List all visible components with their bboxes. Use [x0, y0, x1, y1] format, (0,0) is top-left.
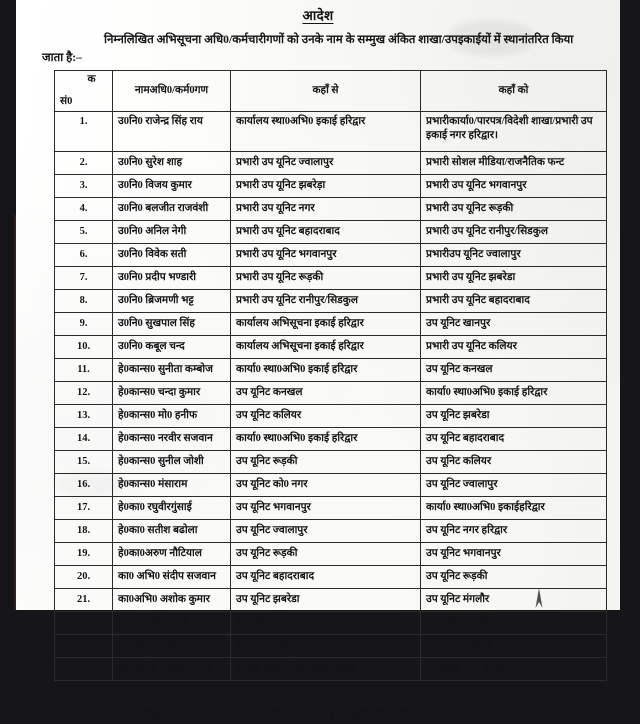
cell-officer-name: उ0नि0 विवेक सती [113, 243, 231, 266]
cell-transfer-to: उप यूनिट कलियर [421, 450, 607, 473]
footer-note: उक्तरोक्त समस्त अधि0/कर्म0 गण तत्काल नवनियुक्ति पर रवाना होना सुनिश्चित करें। [62, 707, 413, 722]
cell-transfer-to: कार्या0 स्था0अभि0 इकाई हरिद्वार [421, 381, 607, 404]
cell-officer-name: हे0कान्स0 मो0 हनीफ [113, 404, 231, 427]
cell-serial-number: 12. [55, 381, 113, 404]
cell-transfer-to: प्रभारी उप यूनिट बहादराबाद [421, 289, 607, 312]
cell-serial-number: 2. [55, 151, 113, 174]
cell-serial-number: 14. [55, 427, 113, 450]
intro-paragraph-tail: जाता है:– [42, 50, 82, 64]
cell-officer-name: का0 अभि0 संदीप सजवान [113, 565, 231, 588]
table-header [55, 70, 607, 111]
table-row [55, 519, 607, 542]
cell-transfer-from: उप यूनिट कलियर [231, 404, 421, 427]
cell-transfer-from: कार्यालय अभिसूचना इकाई हरिद्वार [231, 335, 421, 358]
cell-serial-number: 19. [55, 542, 113, 565]
cell-officer-name: हे0कान्स0 चन्दा कुमार [113, 381, 231, 404]
column-header-name: नामअधि0/कर्म0गण [113, 70, 231, 111]
table-body [55, 111, 607, 680]
cell-transfer-from: प्रभारी उप यूनिट रानीपुर/सिडकुल [231, 289, 421, 312]
cell-transfer-from: कार्यालय स्था0अभि0 इकाई हरिद्वार [231, 111, 421, 151]
cell-transfer-to: उप यूनिट रूड़की [421, 565, 607, 588]
cell-transfer-from: उप यूनिट रूड़की [231, 542, 421, 565]
cell-transfer-to: उप यूनिट खानपुर [421, 634, 607, 657]
cell-officer-name: उ0नि0 कबूल चन्द [113, 335, 231, 358]
table-row [55, 450, 607, 473]
cell-serial-number: 5. [55, 220, 113, 243]
table-row [55, 335, 607, 358]
intro-paragraph: निम्नलिखित अभिसूचना अधि0/कर्मचारीगणों को उनके नाम के सम्मुख अंकित शाखा/उपइकाईयों में स्थानांतरित किया [104, 33, 574, 46]
cell-serial-number: 9. [55, 312, 113, 335]
cell-serial-number: 15. [55, 450, 113, 473]
cell-officer-name: हे0का0 सतीश बढोला [113, 519, 231, 542]
table-row [55, 243, 607, 266]
table-row [55, 588, 607, 611]
cell-officer-name: का0अभि0 रमेशकुमार [113, 634, 231, 657]
cell-transfer-to: प्रभारीकार्या0/पारपत्र/विदेशी शाखा/प्रभारी उप इकाई नगर हरिद्वार। [421, 111, 607, 151]
cell-transfer-from: प्रभारी उप यूनिट रूड़की [231, 266, 421, 289]
cell-transfer-to: प्रभारी उप यूनिट झबरेडा [421, 266, 607, 289]
cell-officer-name: हे0कान्स0 सुनील जोशी [113, 450, 231, 473]
table-row [55, 358, 607, 381]
transfer-table [54, 70, 607, 681]
cell-officer-name: हे0का0अरुण नौटियाल [113, 542, 231, 565]
cell-transfer-from: प्रभारी उप यूनिट ज्वालापुर [231, 151, 421, 174]
table-row [55, 611, 607, 634]
cell-serial-number: 11. [55, 358, 113, 381]
cell-transfer-to: उप यूनिट ज्वालापुर [421, 473, 607, 496]
cell-officer-name: हे0का0 रघुवीरगुंसाई [113, 496, 231, 519]
cell-transfer-to: कार्या0 स्था0अभि0 इकाईहरिद्वार [421, 496, 607, 519]
cell-transfer-to: उप यूनिट मंगलौर [421, 588, 607, 611]
cell-serial-number: 3. [55, 174, 113, 197]
cell-serial-number: 18. [55, 519, 113, 542]
cell-transfer-from: उप यूनिट मंगलौर [231, 611, 421, 634]
cell-transfer-from: कार्या0 स्था0अभि0 इकाई हरिद्वार [231, 427, 421, 450]
table-row [55, 496, 607, 519]
table-row [55, 634, 607, 657]
cell-transfer-to: प्रभारीउप यूनिट ज्वालापुर [421, 243, 607, 266]
cell-transfer-to: उप यूनिट बहादराबाद [421, 427, 607, 450]
cell-officer-name: उ0नि0 विजय कुमार [113, 174, 231, 197]
cell-transfer-to: उप यूनिट खानपुर [421, 312, 607, 335]
column-header-serial-line2: सं0 [60, 95, 73, 107]
transfer-table-wrapper [54, 70, 604, 681]
table-row [55, 174, 607, 197]
cell-transfer-from: कार्या0 स्था0अभि0 इकाई हरिद्वार [231, 657, 421, 680]
table-row [55, 565, 607, 588]
cell-serial-number: 4. [55, 197, 113, 220]
cell-officer-name: का0अभि0 अशोक ममगई [113, 657, 231, 680]
cell-transfer-from: कार्या0 स्था0अभि0 इकाई हरिद्वार [231, 358, 421, 381]
table-row [55, 111, 607, 151]
cell-officer-name: हे0कान्स0 नरवीर सजवान [113, 427, 231, 450]
cell-transfer-from: उप यूनिट झबरेडा [231, 588, 421, 611]
table-row [55, 427, 607, 450]
cell-transfer-to: प्रभारी उप यूनिट कलियर [421, 335, 607, 358]
cell-officer-name: उ0नि0 राजेन्द्र सिंह राय [113, 111, 231, 151]
cell-transfer-to: उप यूनिट रूड़की [421, 611, 607, 634]
table-row [55, 220, 607, 243]
table-row [55, 151, 607, 174]
column-header-from: कहाँ से [231, 70, 421, 111]
table-row [55, 542, 607, 565]
document-page [16, 0, 620, 722]
cell-officer-name: का0अभि0 अशोक कुमार [113, 588, 231, 611]
page-title: आदेश [302, 8, 334, 23]
table-header-row [55, 70, 607, 111]
cell-transfer-from: उप यूनिट ज्वालापुर [231, 519, 421, 542]
cell-serial-number: 22. [55, 611, 113, 634]
cell-officer-name: उ0नि0 सुरेश शाह [113, 151, 231, 174]
table-row [55, 312, 607, 335]
cell-serial-number: 24. [55, 657, 113, 680]
cell-transfer-to: प्रभारी उप यूनिट भगवानपुर [421, 174, 607, 197]
cell-serial-number: 23. [55, 634, 113, 657]
cell-serial-number: 8. [55, 289, 113, 312]
cell-transfer-to: उप यूनिट नगर हरिद्वार [421, 519, 607, 542]
cell-officer-name: उ0नि0 प्रदीप भण्डारी [113, 266, 231, 289]
cell-transfer-from: उप यूनिट को0 नगर [231, 473, 421, 496]
column-header-serial-number [55, 70, 113, 111]
cell-serial-number: 10. [55, 335, 113, 358]
cell-officer-name: उ0नि0 अनिल नेगी [113, 220, 231, 243]
column-header-serial-line1: क [87, 73, 96, 85]
cell-officer-name: हे0कान्स0 सुनीता कम्बोज [113, 358, 231, 381]
cell-serial-number: 20. [55, 565, 113, 588]
cell-transfer-to: उप यूनिट कनखल [421, 358, 607, 381]
cell-officer-name: उ0नि0 ब्रिजमणी भट्ट [113, 289, 231, 312]
table-row [55, 404, 607, 427]
cell-transfer-from: प्रभारी उप यूनिट भगवानपुर [231, 243, 421, 266]
cell-transfer-from: प्रभारी उप यूनिट नगर [231, 197, 421, 220]
cell-serial-number: 7. [55, 266, 113, 289]
scanner-bezel-right [620, 0, 640, 610]
cell-serial-number: 21. [55, 588, 113, 611]
cell-transfer-to: प्रभारी उप यूनिट रानीपुर/सिडकुल [421, 220, 607, 243]
cell-transfer-from: कार्यालय अभिसूचना इकाई हरिद्वार [231, 312, 421, 335]
cell-transfer-to: प्रभारी सोशल मीडिया/राजनैतिक फन्ट [421, 151, 607, 174]
cell-officer-name: का0 मनमोहन नेगी [113, 611, 231, 634]
cell-officer-name: हे0कान्स0 मंसाराम [113, 473, 231, 496]
cell-transfer-from: उप यूनिट रूड़की [231, 450, 421, 473]
cell-officer-name: उ0नि0 बलजीत राजवंशी [113, 197, 231, 220]
table-row [55, 289, 607, 312]
table-row [55, 197, 607, 220]
cell-transfer-to: प्रभारी उप यूनिट रूड़की [421, 197, 607, 220]
cell-officer-name: उ0नि0 सुखपाल सिंह [113, 312, 231, 335]
table-row [55, 657, 607, 680]
cell-serial-number: 1. [55, 111, 113, 151]
cell-serial-number: 13. [55, 404, 113, 427]
cell-transfer-from: उप यूनिट लक्सर [231, 634, 421, 657]
cell-transfer-to: उप इकाई नगर हरिद्वार। [421, 657, 607, 680]
cell-serial-number: 17. [55, 496, 113, 519]
table-row [55, 381, 607, 404]
table-row [55, 266, 607, 289]
cell-serial-number: 6. [55, 243, 113, 266]
table-row [55, 473, 607, 496]
cell-transfer-to: उप यूनिट भगवानपुर [421, 542, 607, 565]
cell-transfer-to: उप यूनिट झबरेडा [421, 404, 607, 427]
column-header-to: कहाँ को [421, 70, 607, 111]
cell-serial-number: 16. [55, 473, 113, 496]
cell-transfer-from: प्रभारी उप यूनिट बहादराबाद [231, 220, 421, 243]
cell-transfer-from: उप यूनिट बहादराबाद [231, 565, 421, 588]
cell-transfer-from: उप यूनिट कनखल [231, 381, 421, 404]
cell-transfer-from: प्रभारी उप यूनिट झबरेड़ा [231, 174, 421, 197]
cell-transfer-from: उप यूनिट भगवानपुर [231, 496, 421, 519]
